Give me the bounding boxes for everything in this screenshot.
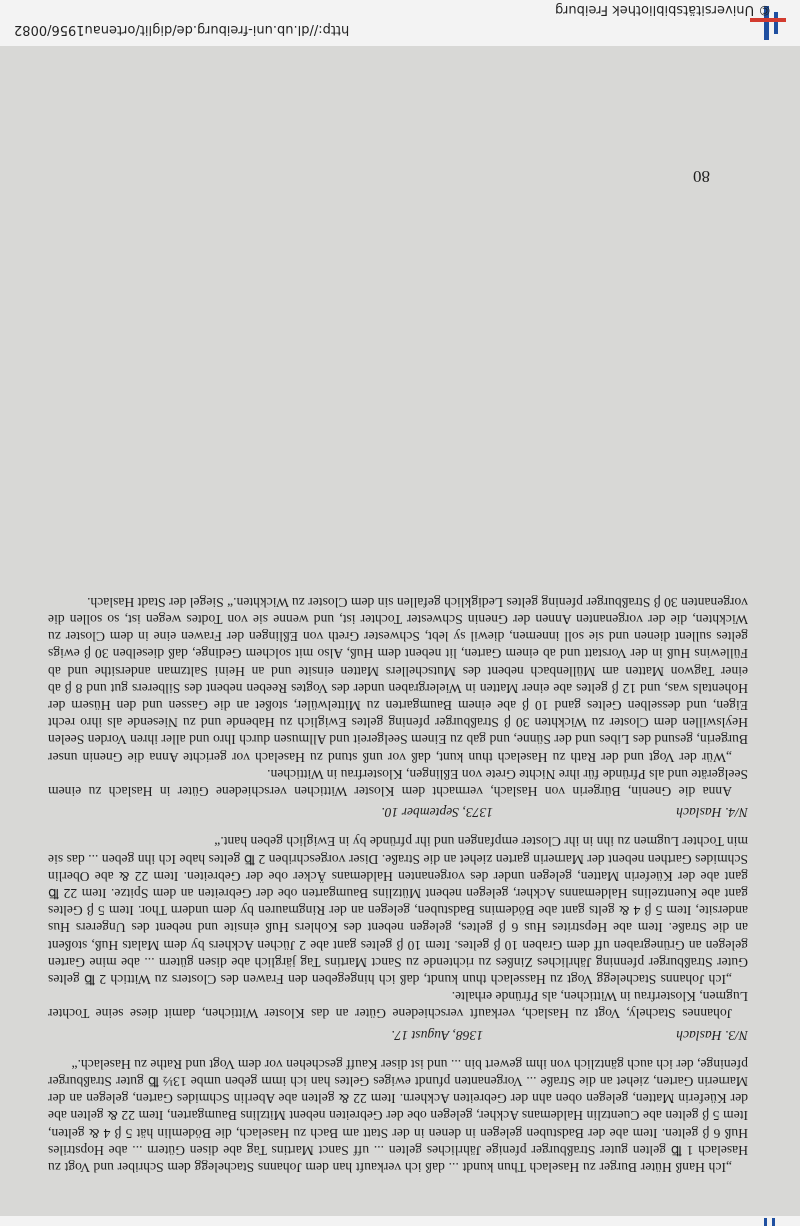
- charter-number: N/4. Haslach: [676, 805, 748, 821]
- paragraph: „Ich Johanns Stachelegg Vogt zu Hasselach thun kundt, daß ich hingegeben den Frawen des Closters zu Wittich 2 ℔ geltes Guter Straßburger pfenning Jährliches Zinßes zu richtende zu Sanct Martins Tag järglich abe disen gütern ... abe mine Garten gelegen an Grünegraben uff dem Graben 10 β geltes. Item 10 β geltes gant abe 2 Jüchen Ackhers by dem Malats Huß, stoßent an die Straße. Item abe Hepstrites Hus 6 β geltes, gelegen nebent des Kohlers Huß einsite und nebent des Ungerers Hus andersite, Item 5 β 4 & gelts gant abe Bödemins Badstuben, gelegen an der Ringmauren by dem undern Thor. Item 5 β Geltes gant abe Kuentzelins Haldemanns Ackher, gelegen nebent Mützlins Baumgarten obe der Gebreiten an dem Spitze. Item 22 ℔ gant abe der Küeferin Matten, gelegen under des vorgenanten Haldemans Äcker obe der Gebreiten. Item 22 & abe Oberlin Schmides Garthen nebent der Marnerin garten ziehet an die Straße. Diser vorgeschriben 2 ℔ geltes habe Ich ihn geben ... das sie min Tochter Lugmen zu ihn in ihr Closter empfangen und ihr pfründe by in Ewiglich geben hant.“: [48, 834, 748, 987]
- page-text: [48, 594, 748, 1177]
- charter-date: 1368, August 17.: [391, 1027, 484, 1043]
- source-url[interactable]: http://dl.ub.uni-freiburg.de/diglit/ortenau1956/0082: [14, 22, 350, 37]
- source-banner: [0, 0, 800, 47]
- paragraph: Anna die Gnenin, Bürgerin von Haslach, vermacht dem Kloster Wittichen verschiedene Güter in Haslach zu einem Seelgeräte und als Pfründe für ihre Nichte Grete von Eßlingen, Klosterfrau in Wittichen.: [48, 766, 748, 799]
- page-content-rotated: [0, 46, 800, 1216]
- paragraph: „Wür der Vogt und der Rath zu Haselach thun kunt, daß vor unß stund zu Haselach vor gerichte Anna die Gnenin unser Burgerin, gesund des Libes und der Sünne, und gab zu Einem Seelgereit und Allmusen durch Ihro und aller ihren Vorden Seelen Heylswillen dem Closter zu Wickhten 30 β Straßburger pfening geltes Ewiglich zu Habende und zu Niesende als ihro recht Eigen, und desselben Geltes gand 10 β abe einem Baumgarten zu Mittelwüler, stoßet an die Gassen und den Hüsern der Hohentals was, und 12 β geltes abe einer Matten in Wielergraben under des Vogtes Reeben nebent des Silberers gut und 8 β ab einer Tagwon Matten am Müllenbach nebent des Mutschellers Matten einsite und an Heini Saltzman andersithe und ab Füllewins Huß in der Vorstatt und ab einem Garten, lit nebent dem Huß, Also mit solchem Gedinge, daß dieselben 30 β ewigs geltes sullent dienen und sie soll innemen, diewil sy lebt, Schwester Greth von Eßlingen der Frawen eine in dem Closter zu Wickhten, die der vorgenanten Annen der Gnenin Schwester Tochter ist, und wenne sie von Todtes wegen ist, so sollen die vorgenanten 30 β Straßburger pfening geltes Ledigklich gefallen sin dem Closter zu Wickhten.“ Siegel der Stadt Haslach.: [48, 594, 748, 765]
- bottom-bar: [0, 1216, 800, 1226]
- page-number: 80: [693, 167, 710, 186]
- scanned-page: [0, 46, 800, 1216]
- paragraph: „Ich Hanß Hüter Burger zu Haselach Thun kundt ... daß ich verkauft han dem Johanns Stachelegg dem Schriber und Vogt zu Haselach 1 ℔ gelten guter Straßburger pfenige Jährliches gelten ... uff Sanct Martins Tag abe disen Gütern ... abe Hopstriles Huß 6 β gelten. Item abe der Badstuben gelegen in denen in der Statt am Bach zu Haselach, die Bödemlin hät 5 β 4 & gelten, Item 5 β gelten abe Cuentzlin Haldemans Ackher, gelegen obe der Gebreiten nebent Mitzlins Baumgarten, Item 22 & gelten abe der Küeferin Matten, gelegen oben ahn der Gebreiten Ackhern. Item 22 & gelten abe Aberlin Schmides Garten, gelegen an der Marnerin Garten, ziehet an die Straße ... Vorgenanten pfundt ewiges Geltes han ich imm geben umbe 13½ ℔ guter Straßburger pfeninge, der ich auch gäntzlich von ihm gewert bin ... und ist diser Kauff geschehen vor dem Vogt und Rathe zu Haselach.“: [48, 1056, 748, 1175]
- copyright-label: © Universitätsbibliothek Freiburg: [555, 2, 772, 17]
- charter-date: 1373, September 10.: [381, 805, 494, 821]
- paragraph: Johannes Stachely, Vogt zu Haslach, verkauft verschiedene Güter an das Kloster Wittichen, damit diese seine Tochter Lugmen, Klosterfrau in Wittichen, als Pfründe erhalte.: [48, 989, 748, 1022]
- corner-logo-icon: [760, 1218, 780, 1226]
- charter-heading: [48, 804, 748, 821]
- charter-number: N/3. Haslach: [676, 1027, 748, 1043]
- charter-heading: [48, 1026, 748, 1043]
